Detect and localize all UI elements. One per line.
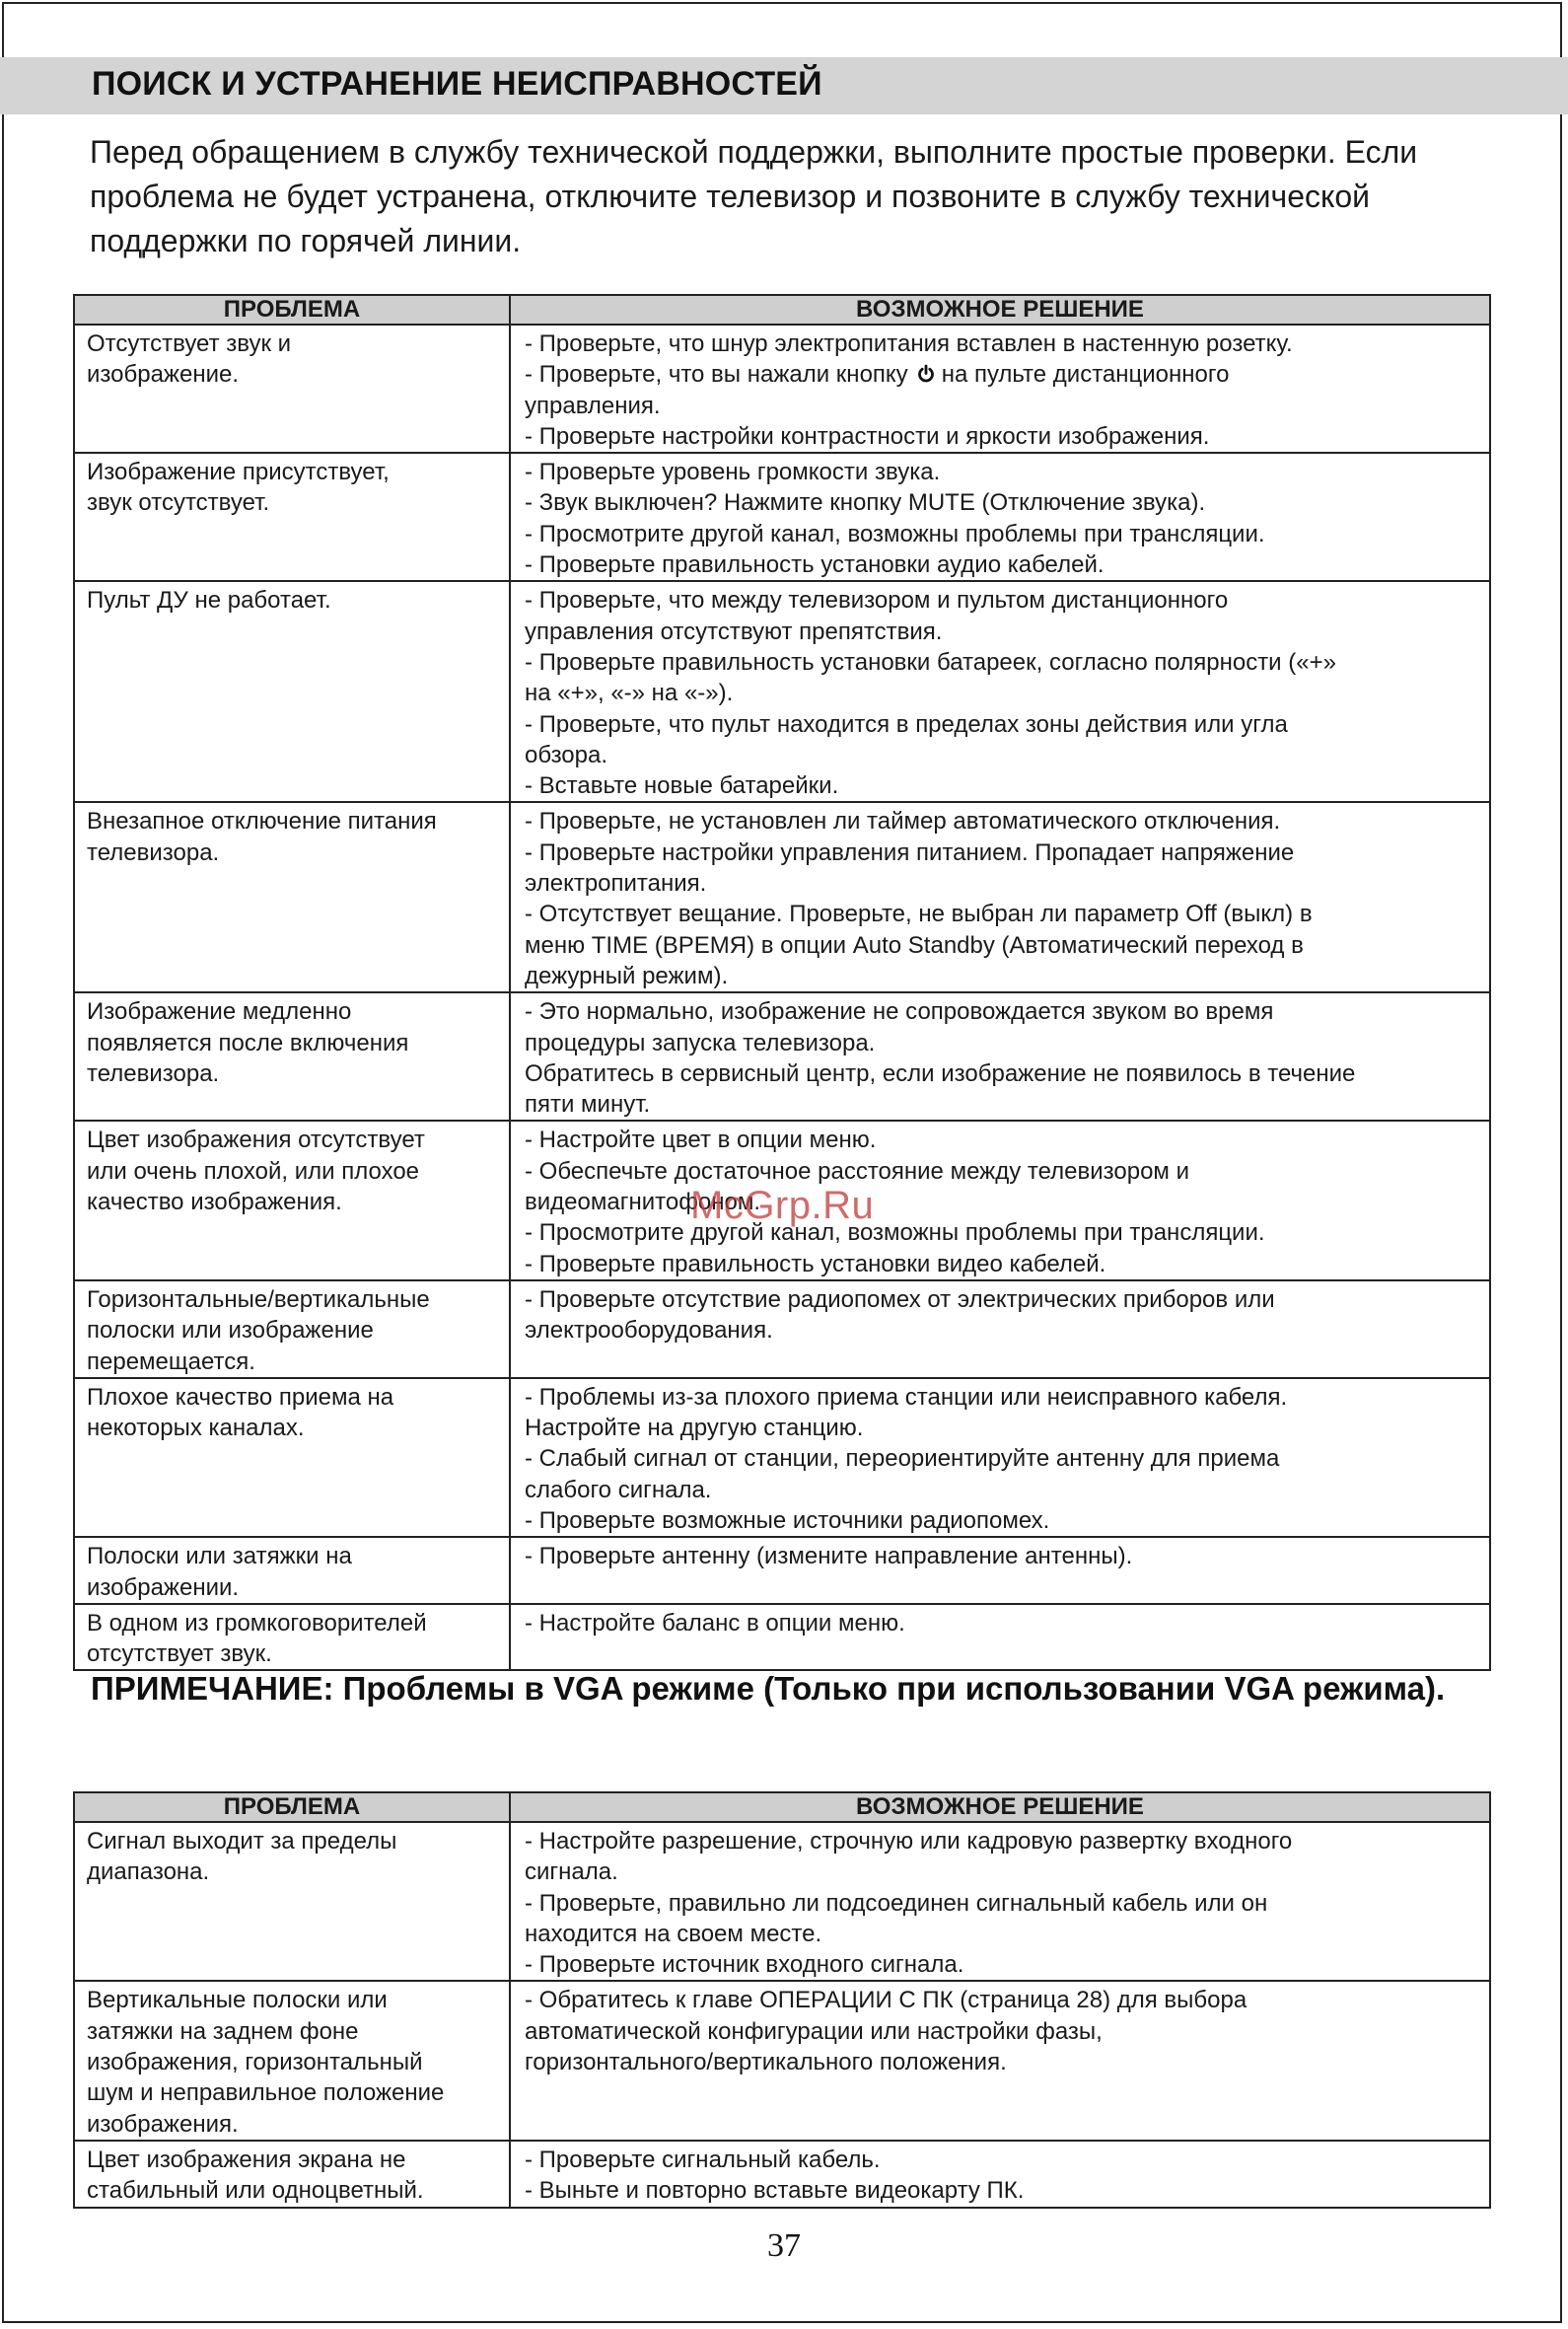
problem-cell [74, 1822, 510, 1981]
solution-line [525, 1888, 1481, 1919]
solution-cell [510, 325, 1490, 453]
problem-cell [74, 1280, 510, 1378]
problem-cell [74, 325, 510, 453]
vga-note-heading: ПРИМЕЧАНИЕ: Проблемы в VGA режиме (Только при использовании VGA режима). [91, 1670, 1446, 1707]
page-number: 37 [767, 2227, 801, 2264]
solution-line [525, 740, 1481, 770]
solution-line [525, 359, 1481, 390]
problem-text: изображение. [87, 361, 240, 389]
solution-line [525, 1826, 1481, 1856]
table-row [74, 802, 1490, 992]
solution-line [525, 1249, 1481, 1279]
problem-text: изображении. [87, 1573, 240, 1601]
solution-text: - Проверьте, что шнур электропитания вставлен в настенную розетку. [525, 330, 1293, 357]
solution-line [525, 930, 1481, 961]
problem-text: телевизора. [87, 838, 220, 866]
problem-text: некоторых каналах. [87, 1415, 305, 1442]
problem-text: звук отсутствует. [87, 489, 270, 517]
solution-line [525, 1217, 1481, 1248]
table-row [74, 1280, 1490, 1378]
solution-text: автоматической конфигурации или настройки фазы, [525, 2017, 1103, 2045]
solution-text: - Просмотрите другой канал, возможны проблемы при трансляции. [525, 520, 1265, 547]
solution-line [525, 391, 1481, 421]
problem-text: перемещается. [87, 1347, 255, 1375]
solution-text: - Проверьте правильность установки аудио кабелей. [525, 551, 1105, 579]
solution-line [525, 1475, 1481, 1505]
solution-line [525, 1089, 1481, 1120]
solution-line [525, 585, 1481, 616]
problem-text: изображения, горизонтальный [87, 2049, 423, 2076]
solution-line [525, 1315, 1481, 1346]
solution-line [525, 1156, 1481, 1187]
solution-cell [510, 1121, 1490, 1279]
solution-text: управления отсутствуют препятствия. [525, 618, 943, 645]
solution-line [525, 1505, 1481, 1536]
problem-cell [74, 1378, 510, 1537]
solution-text: - Проверьте, правильно ли подсоединен сигнальный кабель или он [525, 1889, 1268, 1917]
header-solution: ВОЗМОЖНОЕ РЕШЕНИЕ [510, 1792, 1490, 1822]
solution-line [525, 328, 1481, 359]
solution-text: процедуры запуска телевизора. [525, 1029, 876, 1056]
solution-text: - Проблемы из-за плохого приема станции или неисправного кабеля. [525, 1383, 1288, 1411]
problem-text: Плохое качество приема на [87, 1383, 394, 1411]
solution-text: - Проверьте сигнальный кабель. [525, 2146, 881, 2173]
table-row [74, 325, 1490, 453]
solution-line [525, 1443, 1481, 1474]
solution-text: - Проверьте источник входного сигнала. [525, 1951, 964, 1979]
table-row [74, 581, 1490, 802]
solution-cell [510, 1280, 1490, 1378]
solution-line [525, 961, 1481, 991]
solution-text: - Обратитесь к главе ОПЕРАЦИИ С ПК (страница 28) для выбора [525, 1987, 1247, 2014]
problem-cell [74, 2141, 510, 2208]
problem-text: Пульт ДУ не работает. [87, 587, 331, 615]
solution-text: дежурный режим). [525, 962, 729, 989]
table-row [74, 2141, 1490, 2208]
solution-cell [510, 2141, 1490, 2208]
solution-line [525, 1382, 1481, 1413]
solution-text: управления. [525, 392, 661, 419]
problem-cell [74, 1121, 510, 1279]
solution-text: находится на своем месте. [525, 1920, 822, 1947]
solution-text: - Проверьте настройки контрастности и яркости изображения. [525, 422, 1210, 450]
header-solution: ВОЗМОЖНОЕ РЕШЕНИЕ [510, 295, 1490, 325]
solution-text: - Слабый сигнал от станции, переориентируйте антенну для приема [525, 1445, 1280, 1473]
header-problem: ПРОБЛЕМА [74, 295, 510, 325]
solution-text: - Проверьте правильность установки видео кабелей. [525, 1250, 1106, 1277]
problem-text: Вертикальные полоски или [87, 1987, 388, 2014]
solution-line [525, 1125, 1481, 1155]
solution-cell [510, 453, 1490, 581]
problem-cell [74, 1604, 510, 1671]
solution-text: - Проверьте настройки управления питанием. Пропадает напряжение [525, 838, 1295, 866]
problem-text: В одном из громкоговорителей [87, 1609, 427, 1637]
solution-text: - Проверьте, не установлен ли таймер автоматического отключения. [525, 808, 1281, 836]
solution-text: - Настройте разрешение, строчную или кадровую развертку входного [525, 1828, 1293, 1855]
problem-cell [74, 453, 510, 581]
solution-line [525, 1284, 1481, 1315]
solution-line [525, 868, 1481, 899]
solution-line [525, 2047, 1481, 2077]
solution-line [525, 996, 1481, 1027]
intro-paragraph: Перед обращением в службу технической поддержки, выполните простые проверки. Если проблема не будет устранена, отключите телевизор и позвоните в службу технической поддержки по горячей линии. [90, 134, 1418, 258]
solution-cell [510, 992, 1490, 1121]
table-row [74, 992, 1490, 1121]
problem-text: Горизонтальные/вертикальные [87, 1285, 430, 1313]
problem-text: изображения. [87, 2110, 239, 2138]
solution-cell [510, 1604, 1490, 1671]
solution-line [525, 519, 1481, 549]
table-row [74, 1981, 1490, 2140]
solution-line [525, 1856, 1481, 1887]
solution-text: - Вставьте новые батарейки. [525, 772, 839, 800]
solution-text: - Обеспечьте достаточное расстояние между телевизором и [525, 1157, 1190, 1185]
solution-line [525, 1058, 1481, 1089]
solution-text: видеомагнитофоном. [525, 1189, 761, 1216]
solution-text: - Проверьте, что вы нажали кнопку [525, 361, 908, 389]
problem-text: Внезапное отключение питания [87, 808, 437, 836]
solution-text: - Проверьте, что между телевизором и пультом дистанционного [525, 587, 1229, 615]
problem-text: Отсутствует звук и [87, 330, 292, 357]
solution-text: - Проверьте отсутствие радиопомех от электрических приборов или [525, 1285, 1275, 1313]
solution-line [525, 678, 1481, 708]
problem-text: отсутствует звук. [87, 1640, 272, 1668]
solution-text: - Проверьте возможные источники радиопомех. [525, 1506, 1050, 1534]
power-icon [916, 361, 936, 388]
solution-line [525, 421, 1481, 452]
problem-cell [74, 802, 510, 992]
solution-line [525, 1187, 1481, 1217]
problem-text: или очень плохой, или плохое [87, 1157, 420, 1185]
solution-text: пяти минут. [525, 1091, 651, 1119]
solution-line [525, 1413, 1481, 1443]
solution-line [525, 1919, 1481, 1949]
solution-text: - Проверьте антенну (измените направление антенны). [525, 1543, 1133, 1570]
problem-text: появляется после включения [87, 1029, 409, 1056]
solution-text: горизонтального/вертикального положения. [525, 2049, 1007, 2076]
solution-text: - Проверьте, что пульт находится в пределах зоны действия или угла [525, 710, 1288, 738]
solution-cell [510, 581, 1490, 802]
solution-text: на «+», «-» на «-»). [525, 680, 734, 707]
problem-text: Изображение медленно [87, 998, 352, 1026]
table-header-row [74, 295, 1490, 325]
solution-line [525, 617, 1481, 647]
table-header-row [74, 1792, 1490, 1822]
problem-text: Сигнал выходит за пределы [87, 1828, 397, 1855]
solution-line [525, 487, 1481, 518]
solution-line [525, 1949, 1481, 1980]
solution-line [525, 2145, 1481, 2175]
problem-text: диапазона. [87, 1858, 210, 1886]
problem-text: Цвет изображения отсутствует [87, 1127, 425, 1154]
problem-cell [74, 1981, 510, 2140]
solution-line [525, 837, 1481, 868]
solution-line [525, 2175, 1481, 2206]
problem-text: полоски или изображение [87, 1317, 374, 1345]
solution-text: - Отсутствует вещание. Проверьте, не выбран ли параметр Off (выкл) в [525, 901, 1313, 928]
solution-text: - Проверьте правильность установки батареек, согласно полярности («+» [525, 648, 1336, 676]
header-problem: ПРОБЛЕМА [74, 1792, 510, 1822]
solution-cell [510, 802, 1490, 992]
solution-text: - Настройте цвет в опции меню. [525, 1127, 877, 1154]
table-row [74, 453, 1490, 581]
solution-text: Обратитесь в сервисный центр, если изображение не появилось в течение [525, 1059, 1356, 1087]
solution-line [525, 1541, 1481, 1571]
problem-text: Изображение присутствует, [87, 459, 390, 486]
table-row [74, 1378, 1490, 1537]
problem-text: стабильный или одноцветный. [87, 2177, 424, 2205]
solution-line [525, 770, 1481, 801]
page-title: ПОИСК И УСТРАНЕНИЕ НЕИСПРАВНОСТЕЙ [92, 65, 822, 103]
solution-line [525, 1028, 1481, 1058]
solution-line [525, 647, 1481, 678]
problem-cell [74, 1537, 510, 1604]
solution-line [525, 457, 1481, 487]
problem-text: качество изображения. [87, 1189, 342, 1216]
solution-text: Настройте на другую станцию. [525, 1415, 864, 1442]
solution-line [525, 549, 1481, 580]
solution-cell [510, 1378, 1490, 1537]
problem-text: шум и неправильное положение [87, 2079, 445, 2107]
solution-text: - Звук выключен? Нажмите кнопку MUTE (Отключение звука). [525, 489, 1206, 517]
solution-line [525, 2016, 1481, 2047]
watermark: McGrp.Ru [690, 1184, 875, 1227]
problem-cell [74, 992, 510, 1121]
solution-text: - Проверьте уровень громкости звука. [525, 459, 941, 486]
table-row [74, 1822, 1490, 1981]
solution-cell [510, 1822, 1490, 1981]
vga-troubleshooting-table [73, 1791, 1491, 2209]
solution-line [525, 1608, 1481, 1638]
solution-line [525, 806, 1481, 837]
solution-line [525, 1985, 1481, 2015]
solution-text: меню TIME (ВРЕМЯ) в опции Auto Standby (Автоматический переход в [525, 931, 1304, 959]
solution-line [525, 709, 1481, 740]
solution-text: сигнала. [525, 1858, 618, 1886]
problem-text: Полоски или затяжки на [87, 1543, 352, 1570]
solution-cell [510, 1981, 1490, 2140]
solution-text: обзора. [525, 741, 608, 768]
solution-line [525, 899, 1481, 929]
troubleshooting-table [73, 294, 1491, 1671]
table-row [74, 1537, 1490, 1604]
solution-text: электрооборудования. [525, 1317, 773, 1345]
solution-cell [510, 1537, 1490, 1604]
problem-text: затяжки на заднем фоне [87, 2017, 359, 2045]
problem-text: телевизора. [87, 1059, 220, 1087]
problem-cell [74, 581, 510, 802]
solution-text: слабого сигнала. [525, 1476, 712, 1503]
solution-text: - Это нормально, изображение не сопровождается звуком во время [525, 998, 1274, 1026]
problem-text: Цвет изображения экрана не [87, 2146, 406, 2173]
solution-text: - Настройте баланс в опции меню. [525, 1609, 905, 1637]
solution-text: на пульте дистанционного [941, 361, 1230, 389]
solution-text: - Выньте и повторно вставьте видеокарту ПК. [525, 2177, 1025, 2205]
table-row [74, 1604, 1490, 1671]
solution-text: электропитания. [525, 870, 707, 898]
solution-text: - Просмотрите другой канал, возможны проблемы при трансляции. [525, 1219, 1265, 1247]
